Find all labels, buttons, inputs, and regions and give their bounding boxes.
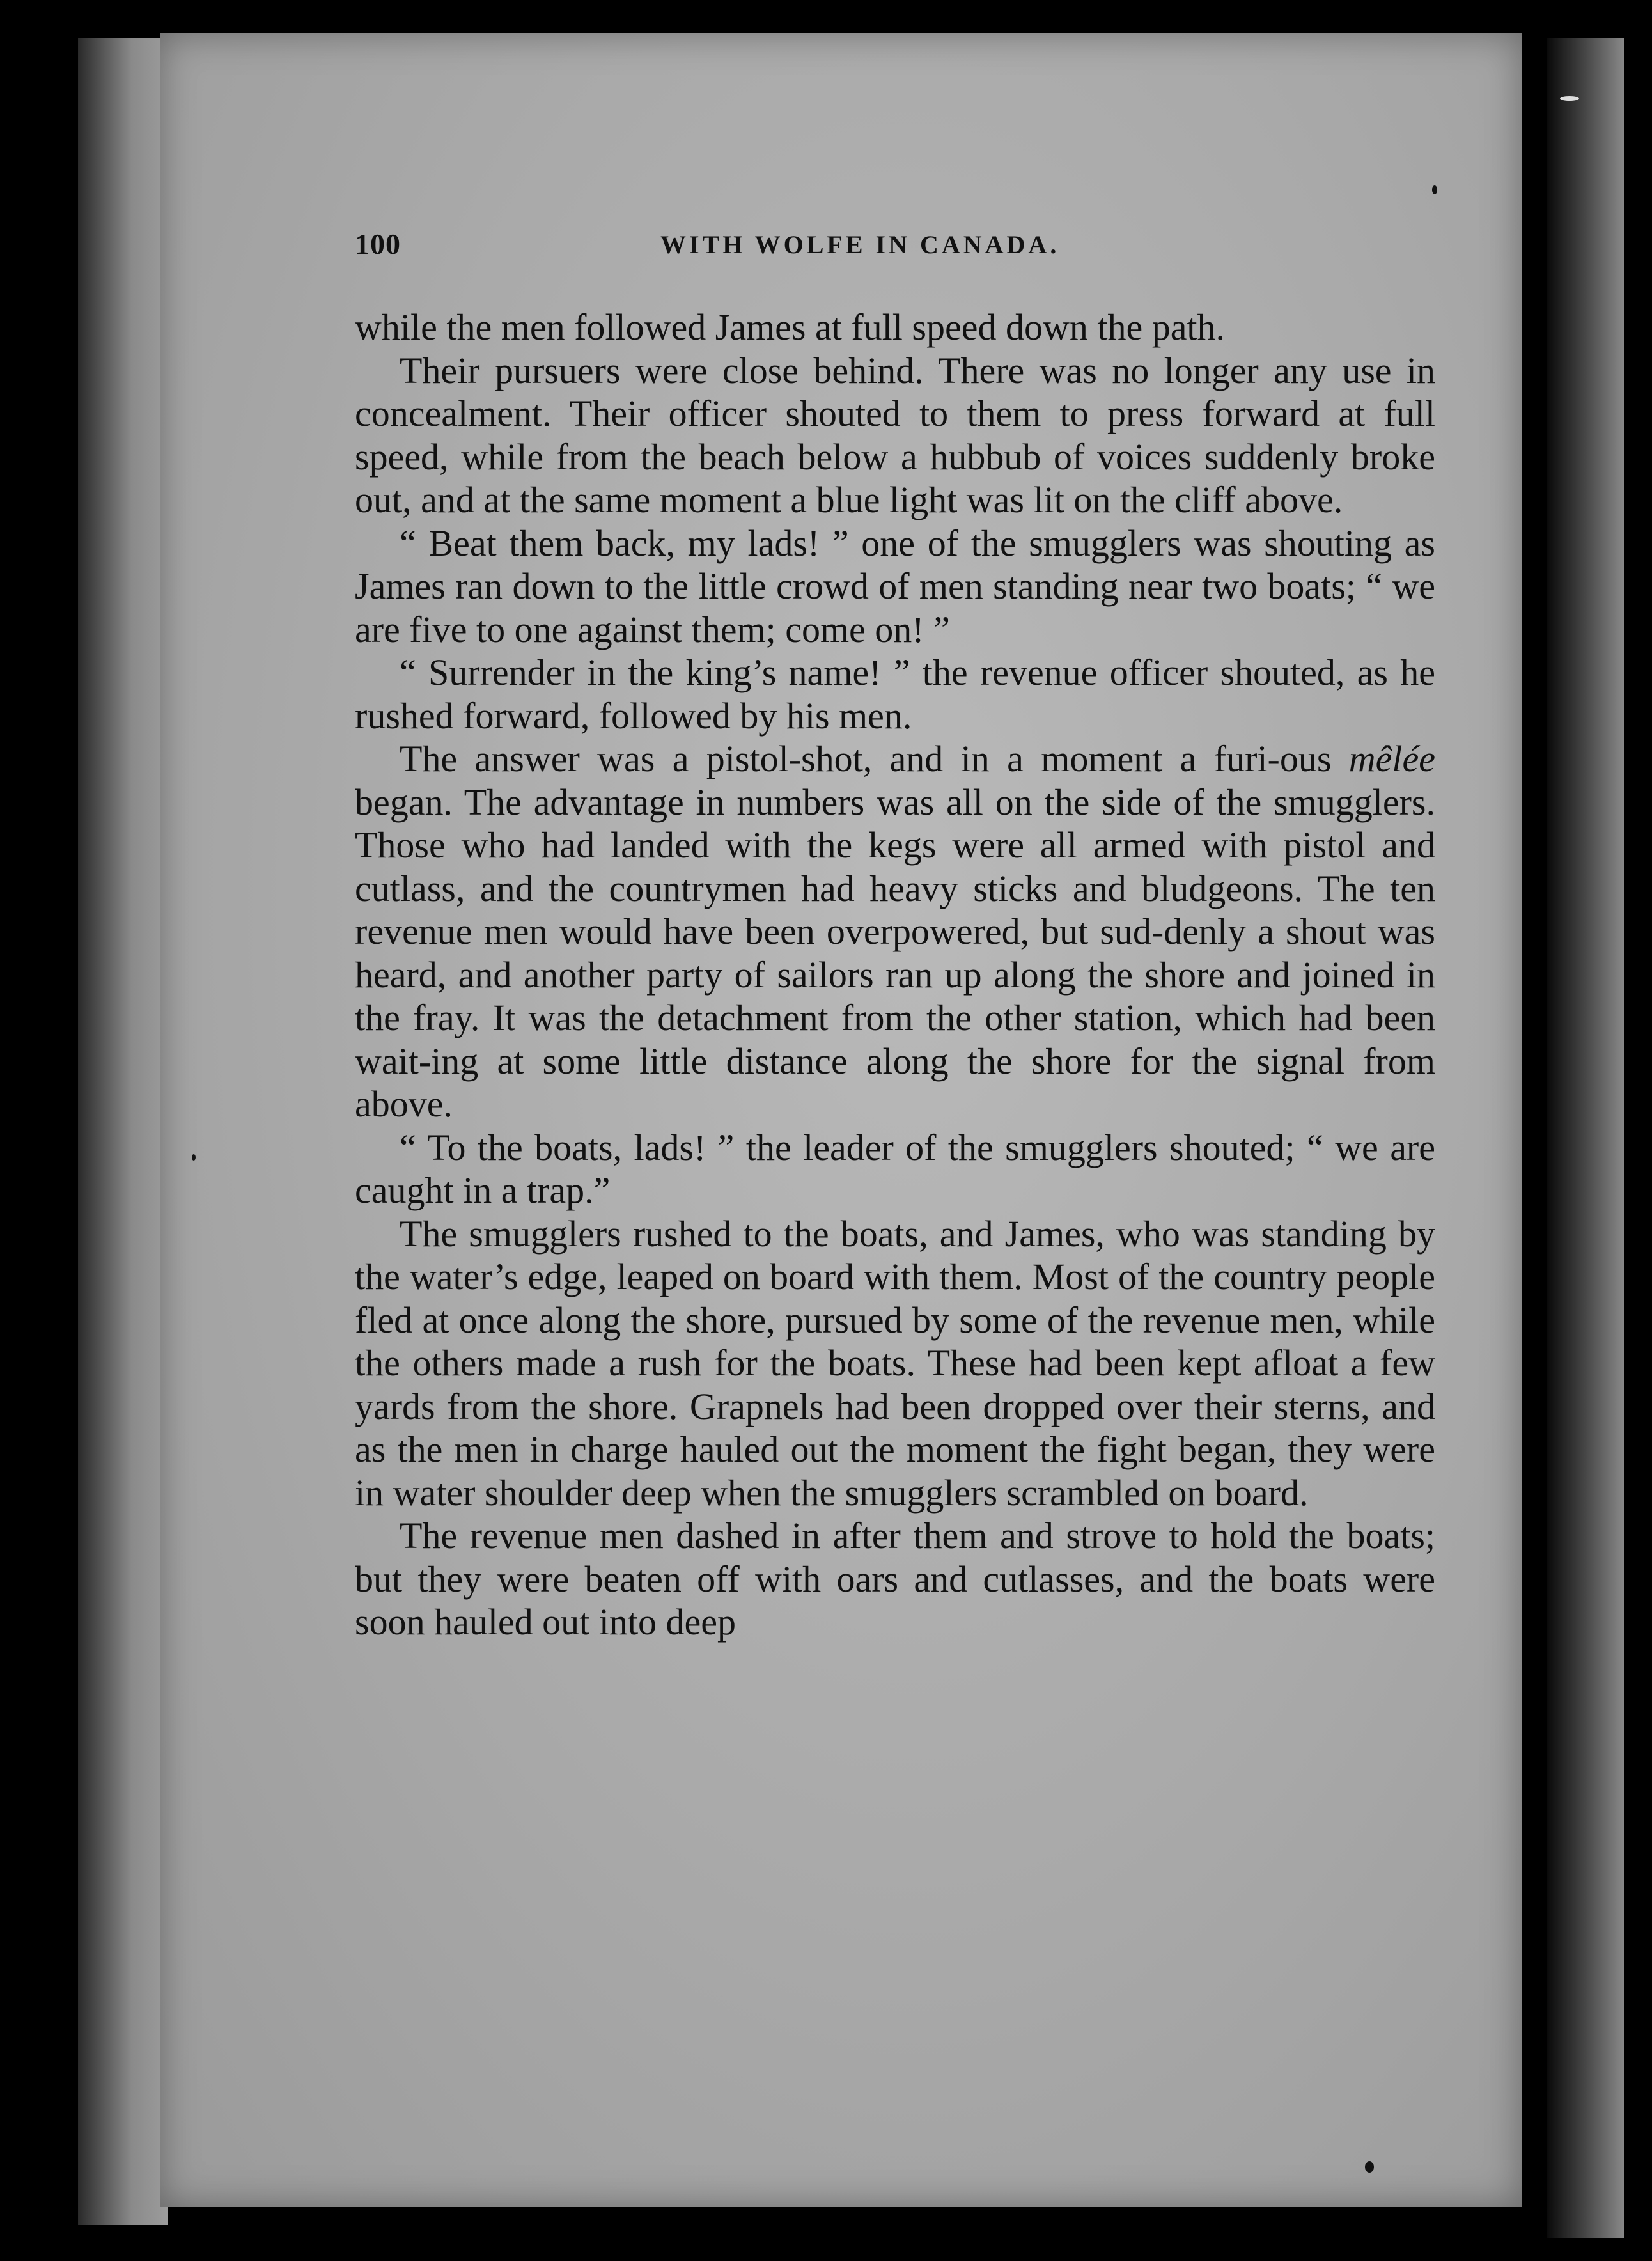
scan-speck — [1432, 185, 1437, 194]
paragraph: The revenue men dashed in after them and strove to hold the boats; but they were beaten off with oars and cutlasses, and the boats were soon hauled out into deep — [355, 1515, 1435, 1643]
page-header — [355, 227, 1435, 265]
paragraph: Their pursuers were close behind. There was no longer any use in concealment. Their officer shouted to them to press forward at full speed, while from the beach below a hubbub of voices suddenly broke out, and at the same moment a blue light was lit on the cliff above. — [355, 349, 1435, 520]
scan-speck — [1560, 96, 1579, 101]
book-page-edges — [78, 38, 168, 2225]
body-text — [355, 306, 1435, 1644]
paragraph: “ Surrender in the king’s name! ” the revenue officer shouted, as he rushed forward, followed by his men. — [355, 652, 1435, 737]
scan-speck — [1365, 2161, 1374, 2173]
running-head: WITH WOLFE IN CANADA. — [660, 230, 1060, 259]
paragraph: The answer was a pistol-shot, and in a moment a furi-ous mêlée began. The advantage in numbers was all on the side of the smugglers. Those who had landed with the kegs were all armed with pistol and cutlass, and the countrymen had heavy sticks and bludgeons. The ten revenue men would have been overpowered, but sud-denly a shout was heard, and another party of sailors ran up along the shore and joined in the fray. It was the detachment from the other station, which had been wait-ing at some little distance along the shore for the signal from above. — [355, 738, 1435, 1125]
facing-page-edge — [1547, 38, 1624, 2238]
paragraph: “ To the boats, lads! ” the leader of the smugglers shouted; “ we are caught in a trap.” — [355, 1126, 1435, 1211]
page-number: 100 — [355, 228, 401, 260]
italic-word: mêlée — [1348, 738, 1435, 779]
scan-speck — [192, 1154, 196, 1161]
paragraph: while the men followed James at full speed down the path. — [355, 306, 1226, 348]
paragraph: “ Beat them back, my lads! ” one of the smugglers was shouting as James ran down to the little crowd of men standing near two boats; “ we are five to one against them; come on! ” — [355, 522, 1435, 650]
paragraph: The smugglers rushed to the boats, and James, who was standing by the water’s edge, leaped on board with them. Most of the country people fled at once along the shore, pursued by some of the revenue men, while the others made a rush for the boats. These had been kept afloat a few yards from the shore. Grapnels had been dropped over their sterns, and as the men in charge hauled out the moment the fight began, they were in water shoulder deep when the smugglers scrambled on board. — [355, 1212, 1435, 1514]
